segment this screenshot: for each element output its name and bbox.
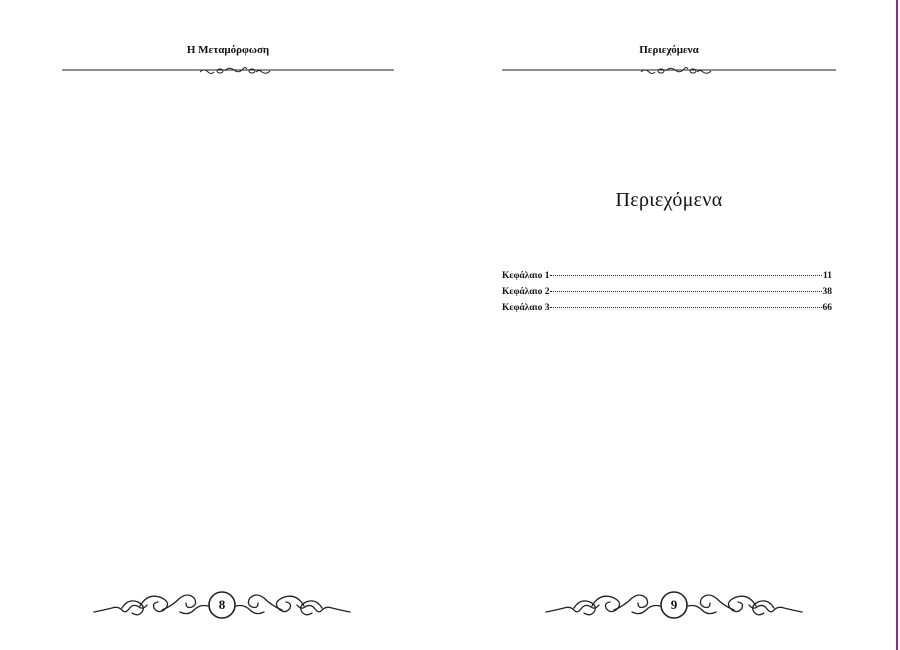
page-number-left: 8 [218,597,226,612]
toc-entry[interactable] [502,303,832,319]
toc-entry-label: Κεφάλαιο 2 [502,287,550,297]
toc-entry-label: Κεφάλαιο 3 [502,303,550,313]
window-edge [896,0,898,650]
right-page [450,0,898,650]
header-flourish-rule [502,62,836,76]
toc-dot-leader [550,275,822,276]
toc-entry[interactable] [502,287,832,303]
running-head-right: Περιεχόμενα [639,44,699,56]
toc-entry[interactable] [502,271,832,287]
running-head-left: Η Μεταμόρφωση [186,44,270,56]
page-number-right: 9 [670,597,678,612]
toc-dot-leader [550,307,821,308]
toc-entry-page: 11 [823,271,832,281]
footer-ornament-right [544,582,804,628]
table-of-contents [502,271,832,319]
toc-entry-page: 66 [822,303,832,313]
toc-entry-page: 38 [822,287,832,297]
footer-ornament-left [92,582,352,628]
header-flourish-rule [62,62,394,76]
toc-dot-leader [550,291,821,292]
toc-entry-label: Κεφάλαιο 1 [502,271,550,281]
toc-title: Περιεχόμενα [615,189,723,212]
